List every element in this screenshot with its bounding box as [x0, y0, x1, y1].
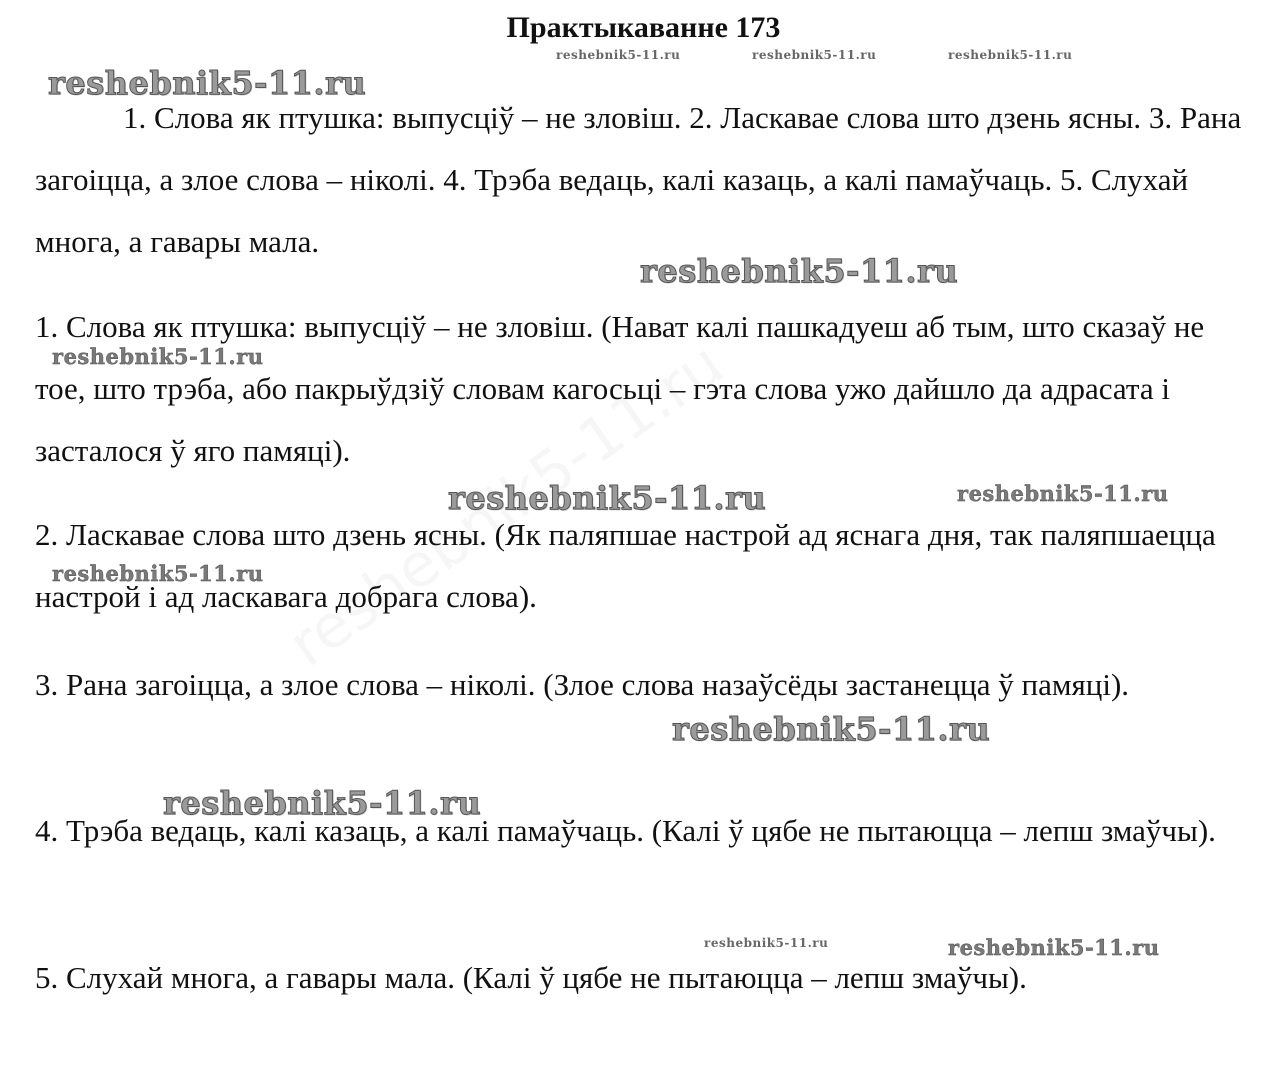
watermark-stamp: reshebnik5-11.ru — [52, 561, 264, 586]
watermark-stamp: reshebnik5-11.ru — [52, 344, 264, 369]
page-title: Практыкаванне 173 — [506, 11, 781, 44]
answer-paragraph-3: 3. Рана загоіцца, а злое слова – ніколі. (Злое слова назаўсёды застанецца ў памяці). — [35, 667, 1130, 702]
watermark-stamp: reshebnik5-11.ru — [752, 48, 877, 62]
proverbs-paragraph: 1. Слова як птушка: выпусціў – не зловіш. 2. Ласкавае слова што дзень ясны. 3. Рана загоіцца, а злое слова – ніколі. 4. Трэба ведаць, калі казаць, а калі памаўчаць. 5. Слухай многа, а гавары мала. — [35, 100, 1242, 259]
answer-paragraph-2: 2. Ласкавае слова што дзень ясны. (Як паляпшае настрой ад яснага дня, так паляпшаецца настрой і ад ласкавага добрага слова). — [35, 517, 1216, 614]
watermark-stamp: reshebnik5-11.ru — [448, 479, 767, 517]
watermark-stamp: reshebnik5-11.ru — [672, 710, 991, 748]
watermark-stamp: reshebnik5-11.ru — [640, 252, 959, 290]
watermark-stamp: reshebnik5-11.ru — [948, 48, 1073, 62]
watermark-stamp: reshebnik5-11.ru — [948, 935, 1160, 960]
watermark-stamp: reshebnik5-11.ru — [704, 936, 829, 950]
watermark-stamp: reshebnik5-11.ru — [163, 784, 482, 822]
answer-paragraph-1: 1. Слова як птушка: выпусціў – не зловіш. (Нават калі пашкадуеш аб тым, што сказаў не тое, што трэба, або пакрыўдзіў словам кагосьці – гэта слова ужо дайшло да адрасата і засталося ў яго памяці). — [35, 309, 1205, 468]
watermark-stamp: reshebnik5-11.ru — [556, 48, 681, 62]
answer-paragraph-5: 5. Слухай многа, а гавары мала. (Калі ў цябе не пытаюцца – лепш змаўчы). — [35, 960, 1027, 995]
answer-paragraph-4: 4. Трэба ведаць, калі казаць, а калі памаўчаць. (Калі ў цябе не пытаюцца – лепш змаўчы). — [35, 813, 1216, 848]
watermark-stamp: reshebnik5-11.ru — [957, 481, 1169, 506]
watermark-stamp: reshebnik5-11.ru — [48, 64, 367, 102]
